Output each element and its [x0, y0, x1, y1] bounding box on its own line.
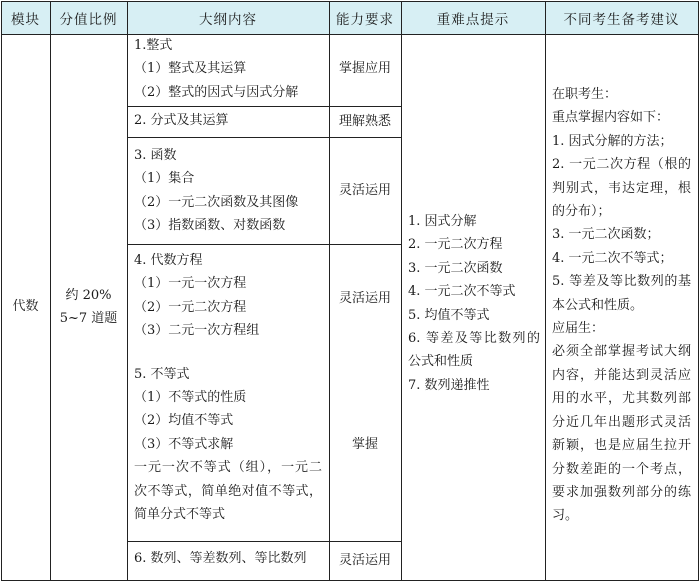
row-divider: [127, 541, 401, 542]
table-border: [1, 580, 699, 581]
outline-section-1: [127, 34, 329, 103]
keypoint-item: 3. 一元二次函数: [408, 260, 503, 276]
outline-line: （2）均值不等式: [134, 413, 234, 429]
ratio-count: 5~7 道题: [59, 311, 118, 326]
advice-item: 3. 一元二次函数；: [552, 227, 660, 243]
table-border: [1, 1, 2, 580]
outline-inequality-detail: 一元一次不等式（组），一元二次不等式，简单绝对值不等式，简单分式不等式: [134, 460, 322, 523]
header-ability: 能力要求: [329, 1, 401, 34]
keypoint-item: 6. 等差及等比数列的公式和性质: [408, 331, 540, 370]
header-outline: 大纲内容: [127, 1, 329, 34]
module-name: 代数: [12, 299, 39, 315]
outline-line: （3）二元一次方程组: [134, 323, 260, 339]
column-divider: [401, 1, 402, 580]
outline-section-4: [127, 249, 329, 541]
outline-line: （3）不等式求解: [134, 436, 234, 452]
outline-line: （1）一元一次方程: [134, 276, 247, 292]
outline-line: 2. 分式及其运算: [134, 113, 229, 128]
keypoints-cell: [401, 205, 545, 405]
ability-section-6: 灵活运用: [338, 552, 391, 568]
row-divider: [127, 137, 401, 138]
header-keypoints: 重难点提示: [401, 1, 545, 34]
keypoint-item: 5. 均值不等式: [408, 307, 490, 323]
column-divider: [545, 1, 546, 580]
advice-fresh-label: 应届生：: [552, 321, 605, 337]
ability-section-3: 灵活运用: [338, 182, 391, 198]
outline-line: （1）整式及其运算: [134, 61, 247, 77]
table-border: [1, 1, 699, 2]
keypoint-item: 4. 一元二次不等式: [408, 284, 516, 300]
keypoint-item: 1. 因式分解: [408, 214, 477, 229]
keypoint-item: 2. 一元二次方程: [408, 237, 503, 253]
ability-section-2: 理解熟悉: [338, 114, 391, 130]
keypoint-item: 7. 数列递推性: [408, 377, 490, 393]
advice-item: 4. 一元二次不等式；: [552, 250, 673, 266]
outline-line: 4. 代数方程: [134, 253, 203, 268]
ability-section-1: 掌握应用: [338, 60, 391, 76]
header-advice: 不同考生备考建议: [545, 1, 698, 34]
advice-working-label: 在职考生：: [552, 87, 618, 102]
row-divider: [127, 106, 401, 107]
advice-fresh-text: 必须全部掌握考试大纲内容，并能达到灵活应用的水平，尤其数列部分近几年出题形式灵活新颖，也是应届生拉开分数差距的一个考点，要求加强数列部分的练习。: [552, 344, 691, 524]
ability-section-5: 掌握: [351, 437, 378, 452]
outline-line: （1）集合: [134, 171, 195, 187]
outline-line: （2）一元二次方程: [134, 299, 247, 315]
outline-line: （2）整式的因式与因式分解: [134, 84, 299, 100]
table-border: [698, 1, 699, 580]
outline-line: 5. 不等式: [134, 366, 190, 382]
column-divider: [50, 1, 51, 580]
advice-working-intro: 重点掌握内容如下：: [552, 110, 670, 126]
outline-section-6: [127, 545, 329, 575]
outline-line: （3）指数函数、对数函数: [134, 218, 286, 234]
ratio-cell: [50, 34, 127, 580]
outline-line: 3. 函数: [134, 148, 177, 163]
outline-section-3: [127, 143, 329, 240]
outline-line: （2）一元二次函数及其图像: [134, 194, 299, 210]
outline-table: [1, 1, 698, 580]
outline-line: 6. 数列、等差数列、等比数列: [134, 551, 307, 566]
header-ratio: 分值比例: [50, 1, 127, 34]
column-divider: [329, 1, 330, 580]
column-divider: [127, 1, 128, 580]
outline-line: （1）不等式的性质: [134, 390, 247, 406]
outline-section-2: [127, 107, 329, 135]
advice-item: 5. 等差及等比数列的基本公式和性质。: [552, 274, 691, 313]
ability-section-4: 灵活运用: [338, 291, 391, 306]
outline-line: 1.整式: [134, 38, 173, 53]
header-module: 模块: [1, 1, 50, 34]
advice-item: 2. 一元二次方程（根的判别式，韦达定理，根的分布）；: [552, 157, 691, 220]
advice-cell: [545, 78, 698, 548]
header-divider: [1, 34, 699, 35]
row-divider: [127, 244, 401, 245]
ratio-percent: 约 20%: [65, 287, 112, 303]
advice-item: 1. 因式分解的方法；: [552, 133, 673, 149]
